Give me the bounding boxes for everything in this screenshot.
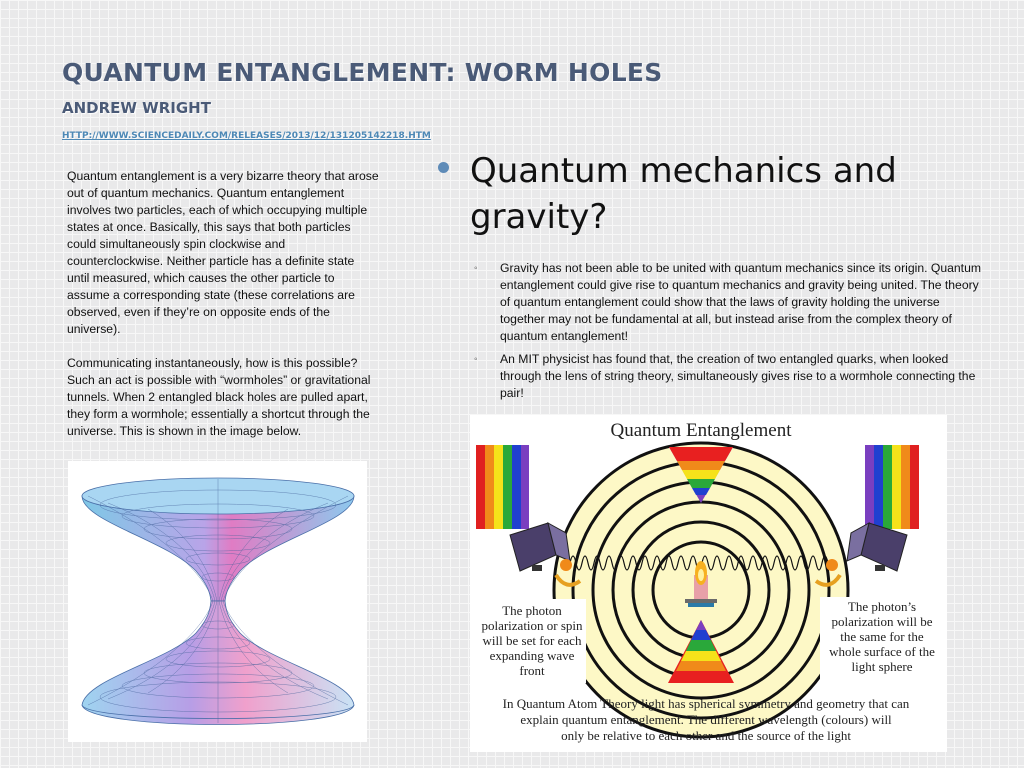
sub-bullet-list	[474, 260, 984, 408]
bullet-dot-icon	[438, 162, 449, 173]
sub-bullet	[474, 260, 984, 345]
right-caption-line: the same for the	[840, 629, 924, 644]
bottom-caption-line: only be relative to each other and the source of the light	[561, 728, 851, 743]
right-spectrum-bars	[865, 445, 919, 529]
right-caption-line: polarization will be	[831, 614, 933, 629]
wormhole-drawing	[68, 461, 367, 742]
wormhole-image	[68, 461, 367, 742]
source-link[interactable]: HTTP://WWW.SCIENCEDAILY.COM/RELEASES/2013/12/131205142218.HTM	[62, 131, 431, 141]
left-spectrum-bars	[476, 445, 529, 529]
bottom-caption-line: In Quantum Atom Theory light has spherical symmetry and geometry that can	[502, 696, 910, 711]
left-caption-line: expanding wave	[489, 648, 575, 663]
sub-bullet-text: Gravity has not been able to be united with quantum mechanics since its origin. Quantum entanglement could give rise to quantum mechanics and gravity being united. The theory of quantum entanglement could show that the laws of gravity holding the universe together may not be fundamental at all, but instead arise from the complex theory of quantum entanglement!	[500, 261, 981, 343]
left-paragraph: Quantum entanglement is a very bizarre theory that arose out of quantum mechanics. Quantum entanglement involves two particles, each of which occupying multiple states at once. Basically, this says that both particles could simultaneously spin clockwise and counterclockwise. Neither particle has a definite state until measured, which causes the other particle to assume a corresponding state (these correlations are observed, even if they’re on opposite ends of the universe).	[67, 169, 379, 336]
circle-bullet-icon: ◦	[474, 354, 478, 365]
slide-title: QUANTUM ENTANGLEMENT: WORM HOLES	[62, 58, 663, 87]
author-name: ANDREW WRIGHT	[62, 99, 211, 117]
main-bullet-text: Quantum mechanics and gravity?	[470, 151, 897, 237]
circle-bullet-icon: ◦	[474, 263, 478, 274]
left-paragraph: Communicating instantaneously, how is this possible? Such an act is possible with “wormholes” or gravitational tunnels. When 2 entangled black holes are pulled apart, they form a wormhole; essentially a shortcut through the universe. This is shown in the image below.	[67, 356, 371, 438]
left-caption-line: will be set for each	[482, 633, 582, 648]
sub-bullet	[474, 351, 984, 402]
figure-title: Quantum Entanglement	[610, 420, 792, 441]
bottom-caption	[503, 696, 910, 743]
quantum-entanglement-figure	[470, 415, 947, 752]
bottom-caption-line: explain quantum entanglement. The different wavelength (colours) will	[520, 712, 892, 727]
right-caption-line: whole surface of the	[829, 644, 935, 659]
main-bullet	[438, 148, 978, 240]
left-caption-line: polarization or spin	[481, 618, 583, 633]
left-caption-line: front	[519, 663, 545, 678]
right-caption	[820, 597, 944, 681]
right-caption-line: light sphere	[851, 659, 913, 674]
left-text-block	[67, 168, 379, 457]
right-caption-line: The photon’s	[847, 599, 917, 614]
left-caption-line: The photon	[502, 603, 562, 618]
sub-bullet-text: An MIT physicist has found that, the creation of two entangled quarks, when looked through the lens of string theory, simultaneously gives rise to a wormhole connecting the pair!	[500, 352, 976, 400]
left-caption	[472, 599, 586, 683]
quantum-entanglement-diagram	[470, 415, 947, 752]
